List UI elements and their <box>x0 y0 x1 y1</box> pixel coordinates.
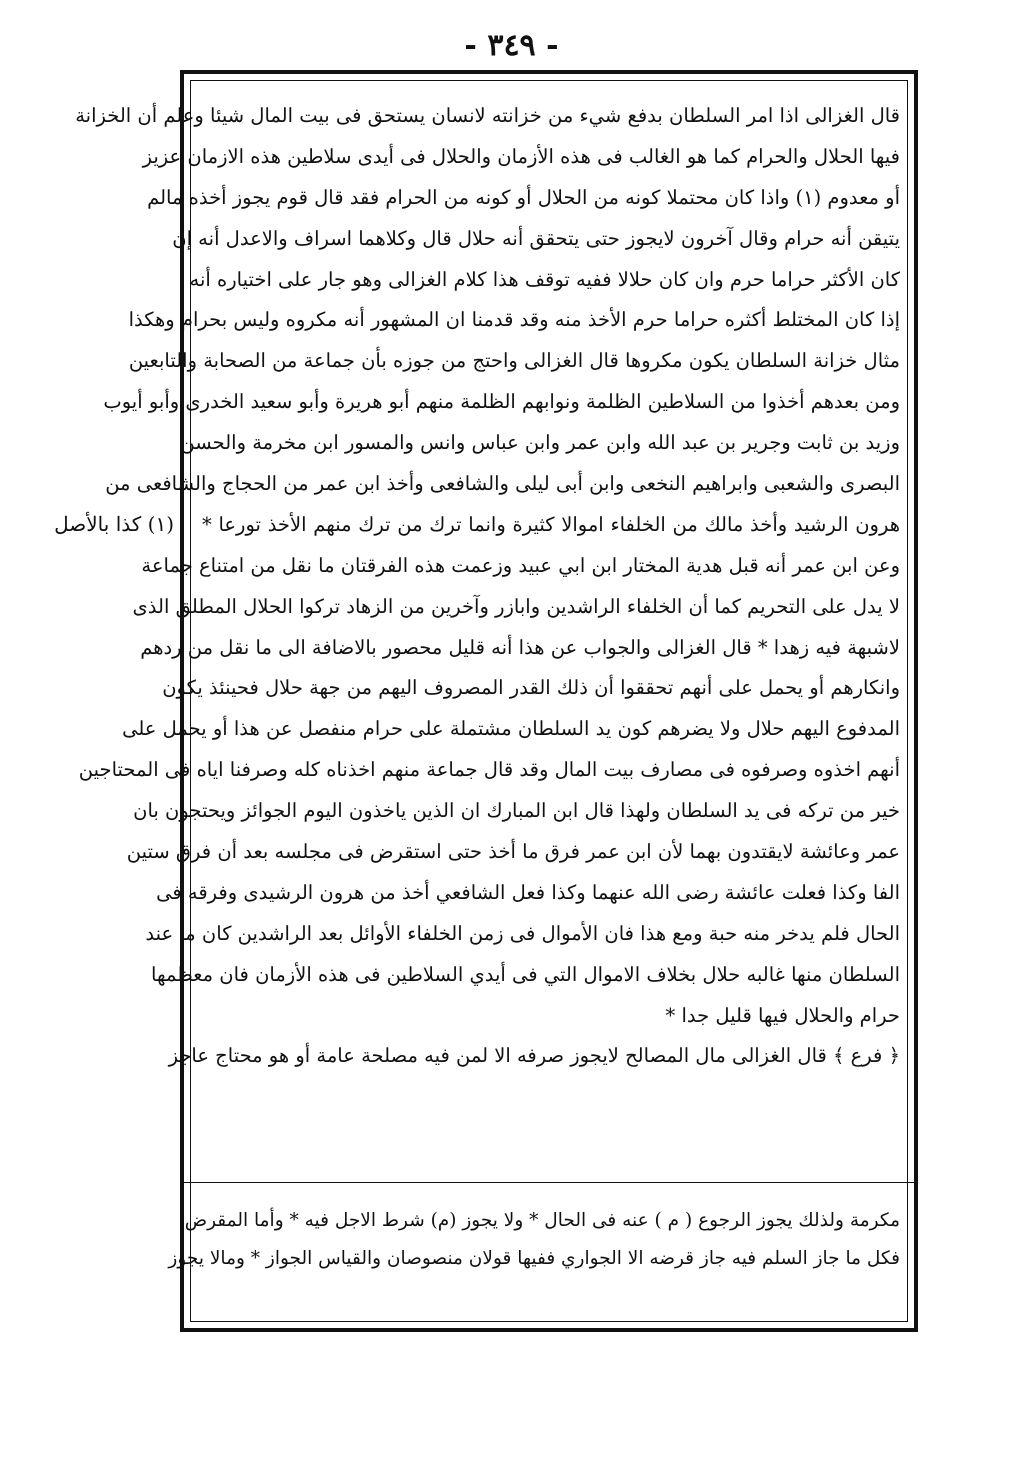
text-line: ﴿ فرع ﴾ قال الغزالى مال المصالح لايجوز صرفه الا لمن فيه مصلحة عامة أو هو محتاج عاجز <box>168 1044 900 1068</box>
footnote-divider <box>184 1182 914 1183</box>
text-line: حرام والحلال فيها قليل جدا * <box>665 1003 900 1027</box>
text-line: الفا وكذا فعلت عائشة رضى الله عنهما وكذا فعل الشافعي أخذ من هرون الرشيدى وفرقه فى <box>156 880 900 904</box>
text-line: أو معدوم (١) واذا كان محتملا كونه من الحلال أو كونه من الحرام فقد قال قوم يجوز أخذه مالم <box>147 185 900 209</box>
commentary-line: فكل ما جاز السلم فيه جاز قرضه الا الجواري ففيها قولان منصوصان والقياس الجواز * ومالا يجوز <box>168 1248 900 1269</box>
text-line: وانكارهم أو يحمل على أنهم تحققوا أن ذلك القدر المصروف اليهم من جهة حلال فحينئذ يكون <box>162 676 900 700</box>
text-line: لاشبهة فيه زهدا * قال الغزالى والجواب عن هذا أنه قليل محصور بالاضافة الى ما نقل من ردهم <box>140 635 900 659</box>
text-line: لا يدل على التحريم كما أن الخلفاء الراشدين وابازر وآخرين من الزهاد تركوا الحلال المطلق الذى <box>132 594 900 618</box>
text-line: خير من تركه فى يد السلطان ولهذا قال ابن المبارك ان الذين ياخذون اليوم الجوائز ويحتجون بان <box>133 799 900 823</box>
text-line: عمر وعائشة لايقتدون بهما لأن ابن عمر فرق ما أخذ حتى استقرض فى مجلسه بعد أن فرق ستين <box>126 840 900 864</box>
page-number: - ٣٤٩ - <box>464 28 559 63</box>
text-line: هرون الرشيد وأخذ مالك من الخلفاء اموالا كثيرة وانما ترك من ترك منهم الأخذ تورعا * <box>202 512 900 536</box>
commentary-text-block <box>168 1202 900 1278</box>
text-line: المدفوع اليهم حلال ولا يضرهم كون يد السلطان مشتملة على حرام منفصل عن هذا أو يحمل على <box>122 717 900 741</box>
text-line: إذا كان المختلط أكثره حراما حرم الأخذ منه وقد قدمنا ان المشهور أنه مكروه وليس بحرام وهكذا <box>128 308 900 332</box>
text-line: السلطان منها غالبه حلال بخلاف الاموال التي فى أيدي السلاطين فى هذه الأزمان فان معظمها <box>151 962 900 986</box>
text-line: يتيقن أنه حرام وقال آخرون لايجوز حتى يتحقق أنه حلال قال وكلاهما اسراف والاعدل أنه إن <box>172 226 900 250</box>
text-line: وزيد بن ثابت وجرير بن عبد الله وابن عمر وابن عباس وانس والمسور ابن مخرمة والحسن <box>180 431 900 455</box>
text-line: قال الغزالى اذا امر السلطان بدفع شيء من خزانته لانسان يستحق فى بيت المال شيئا وعلم أن الخزانة <box>75 104 900 127</box>
text-line: البصرى والشعبى وابراهيم النخعى وابن أبى ليلى والشافعى وأخذ ابن عمر من الحجاج والشافعى من <box>105 472 900 496</box>
text-line: ومن بعدهم أخذوا من السلاطين الظلمة ونوابهم الظلمة منهم أبو هريرة وأبو سعيد الخدرى وأبو أيوب <box>103 390 900 414</box>
commentary-line: مكرمة ولذلك يجوز الرجوع ( م ) عنه فى الحال * ولا يجوز (م) شرط الاجل فيه * وأما المقرض <box>184 1210 900 1231</box>
text-line: فيها الحلال والحرام كما هو الغالب فى هذه الأزمان والحلال فى أيدى سلاطين هذه الازمان عزيز <box>142 144 900 168</box>
text-line: كان الأكثر حراما حرم وان كان حلالا ففيه توقف هذا كلام الغزالى وهو جار على اختياره أنه <box>189 267 900 291</box>
text-line: وعن ابن عمر أنه قبل هدية المختار ابن ابي عبيد وزعمت هذه الفرقتان ما نقل من امتناع جماعة <box>141 553 900 577</box>
margin-footnote: (١) كذا بالأصل <box>54 512 174 536</box>
text-line: مثال خزانة السلطان يكون مكروها قال الغزالى واحتج من جوزه بأن جماعة من الصحابة والتابعين <box>128 349 900 373</box>
text-line: أنهم اخذوه وصرفوه فى مصارف بيت المال وقد قال جماعة منهم اخذناه كله وصرفنا اياه فى المحتاجين <box>78 758 900 782</box>
text-line: الحال فلم يدخر منه حبة ومع هذا فان الأموال فى زمن الخلفاء الأوائل بعد الراشدين كان ما عند <box>145 921 900 945</box>
